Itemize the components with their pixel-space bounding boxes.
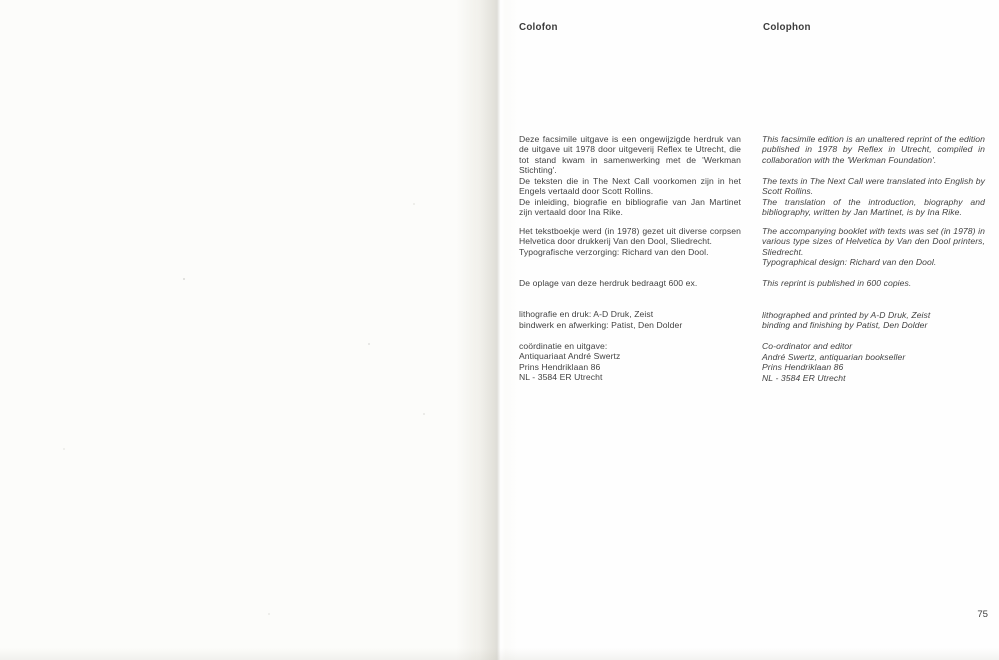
colofon-edition-size: De oplage van deze herdruk bedraagt 600 ex. xyxy=(519,277,698,288)
colophon-paragraph: The texts in The Next Call were translated into English by Scott Rollins. xyxy=(762,175,985,197)
colophon-print-credit: lithographed and printed by A-D Druk, Zeist xyxy=(762,309,931,320)
colofon-print-credit: lithografie en druk: A-D Druk, Zeist xyxy=(519,309,654,320)
colophon-paragraph: The accompanying booklet with texts was set (in 1978) in various type sizes of Helvetica by Van den Dool printers, Sliedrecht. xyxy=(762,225,985,257)
colophon-heading: Colophon xyxy=(763,22,811,33)
colofon-column-dutch xyxy=(519,134,741,383)
page-number: 75 xyxy=(977,609,988,620)
colofon-paragraph: Deze facsimile uitgave is een ongewijzigde herdruk van de uitgave uit 1978 door uitgeverij Reflex te Utrecht, die tot stand kwam in samenwerking met de 'Werkman Stichting'. xyxy=(519,134,741,176)
colophon-paragraph: The translation of the introduction, biography and bibliography, written by Jan Martinet, is by Ina Rike. xyxy=(762,196,985,218)
colofon-paragraph: De inleiding, biografie en bibliografie van Jan Martinet zijn vertaald door Ina Rike. xyxy=(519,196,741,218)
colophon-paragraph: Typographical design: Richard van den Dool. xyxy=(762,257,937,268)
colofon-publisher-city: NL - 3584 ER Utrecht xyxy=(519,372,603,383)
colofon-paragraph: Het tekstboekje werd (in 1978) gezet uit diverse corpsen Helvetica door drukkerij Van den Dool, Sliedrecht. xyxy=(519,225,741,247)
colofon-heading: Colofon xyxy=(519,22,558,33)
colophon-publisher-label: Co-ordinator and editor xyxy=(762,341,853,352)
colophon-publisher-street: Prins Hendriklaan 86 xyxy=(762,362,844,373)
colophon-paragraph: This facsimile edition is an unaltered reprint of the edition published in 1978 by Reflex in Utrecht, compiled in collaboration with the 'Werkman Foundation'. xyxy=(762,134,985,165)
scan-specks xyxy=(183,278,185,280)
colofon-paragraph: De teksten die in The Next Call voorkomen zijn in het Engels vertaald door Scott Rollins. xyxy=(519,175,741,197)
colofon-paragraph: Typografische verzorging: Richard van den Dool. xyxy=(519,246,709,257)
left-blank-page xyxy=(0,0,476,660)
colofon-binding-credit: bindwerk en afwerking: Patist, Den Dolder xyxy=(519,319,683,330)
colophon-column-english xyxy=(762,134,985,383)
colophon-publisher-name: André Swertz, antiquarian bookseller xyxy=(762,351,906,362)
colofon-publisher-name: Antiquariaat André Swertz xyxy=(519,351,621,362)
colofon-publisher-label: coördinatie en uitgave: xyxy=(519,340,608,351)
colophon-publisher-city: NL - 3584 ER Utrecht xyxy=(762,372,846,383)
page-gutter-shadow xyxy=(456,0,518,660)
colophon-edition-size: This reprint is published in 600 copies. xyxy=(762,278,912,289)
colofon-publisher-street: Prins Hendriklaan 86 xyxy=(519,361,601,372)
scan-bottom-edge xyxy=(0,648,999,660)
colophon-binding-credit: binding and finishing by Patist, Den Dolder xyxy=(762,320,928,331)
